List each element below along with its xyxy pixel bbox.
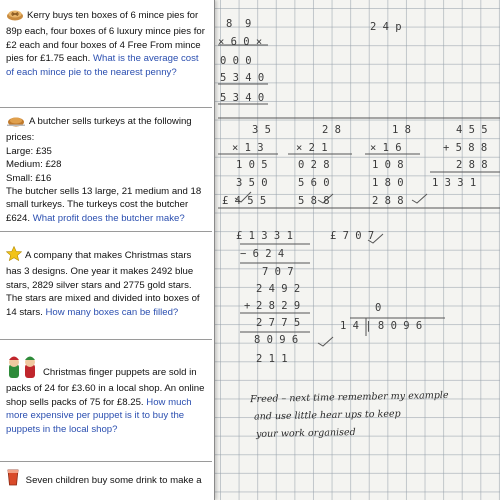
subtract-line1: £ 1 3 3 1 — [236, 230, 293, 242]
mult1-line1: 3 5 — [252, 124, 271, 136]
mult2-line2: × 2 1 — [296, 142, 328, 154]
feedback-line2: and use little hear ups to keep — [253, 408, 401, 423]
work-top-line3: 0 0 0 — [220, 55, 252, 67]
mult3-line3: 1 0 8 — [372, 159, 404, 171]
question-text: A company that makes Christmas stars has 3 designs. One year it makes 2492 blue stars, 2829 silver stars and 2775 gold stars. The stars are mixed and divided into boxes of 14 stars. — [6, 250, 200, 318]
mult3-line4: 1 8 0 — [372, 177, 404, 189]
subtract-answer: £ 7 0 7 — [330, 230, 375, 242]
add-line2-prefix: + — [244, 300, 251, 312]
feedback-line1: Freed – next time remember my example — [249, 389, 449, 406]
work-top-side: 2 4 p — [370, 21, 402, 33]
mult1-line2: × 1 3 — [232, 142, 264, 154]
mult1-line5: £ 4 5 5 — [222, 195, 267, 207]
work-top-line2: × 6 0 × — [218, 36, 263, 48]
add-line5: 2 1 1 — [256, 353, 288, 365]
mult3-line2: × 1 6 — [370, 142, 402, 154]
mult3-line5: 2 8 8 — [372, 195, 404, 207]
sum-line3: 2 8 8 — [456, 159, 488, 171]
question-intro: A butcher sells turkeys at the following prices: — [6, 116, 192, 144]
mult1-line4: 3 5 0 — [236, 177, 268, 189]
subtract-line2: − 6 2 4 — [240, 248, 285, 260]
question-prompt: How much more expensive per puppet is it to buy the puppets in the local shop? — [6, 396, 192, 435]
mult2-line1: 2 8 — [322, 124, 341, 136]
sum-line4: 1 3 3 1 — [432, 177, 477, 189]
division: 1 4 | 8 0 9 6 — [340, 320, 423, 332]
price-large: Large: £35 — [6, 145, 52, 157]
question-text: Kerry buys ten boxes of 6 mince pies for 89p each, four boxes of 6 luxury mince pies for £2 each and four boxes of 4 Free From mince pies for £1.75 each. — [6, 10, 205, 65]
price-small: Small: £16 — [6, 172, 52, 184]
mult2-line4: 5 6 0 — [298, 177, 330, 189]
question-text: Seven children buy some drink to make a — [25, 475, 202, 486]
mult2-line3: 0 2 8 — [298, 159, 330, 171]
add-line1: 2 4 9 2 — [256, 283, 301, 295]
work-top-line1: 8 9 — [226, 18, 252, 30]
question-prompt: What profit does the butcher make? — [32, 212, 185, 224]
work-top-line4: 5 3 4 0 — [220, 72, 265, 84]
question-prompt: How many boxes can be filled? — [45, 306, 179, 318]
price-medium: Medium: £28 — [6, 159, 62, 171]
subtract-line3: 7 0 7 — [262, 266, 294, 278]
mult3-line1: 1 8 — [392, 124, 411, 136]
division-top: 0 — [375, 302, 382, 314]
question-text: The butcher sells 13 large, 21 medium and 18 small turkeys. The turkeys cost the butcher £624. — [6, 186, 202, 224]
sum-line1: 4 5 5 — [456, 124, 488, 136]
add-line2: 2 8 2 9 — [256, 300, 301, 312]
feedback-line3: your work organised — [255, 426, 356, 441]
question-prompt: What is the average cost of each mince pie to the nearest penny? — [6, 53, 199, 78]
add-line4: 8 0 9 6 — [254, 334, 299, 346]
work-top-line5: 5 3 4 0 — [220, 92, 265, 104]
question-text: Christmas finger puppets are sold in packs of 24 for £3.60 in a local shop. An online shop sells packs of 75 for £8.25. — [6, 367, 205, 408]
mult1-line3: 1 0 5 — [236, 159, 268, 171]
sum-line2: + 5 8 8 — [443, 142, 488, 154]
add-line3: 2 7 7 5 — [256, 317, 301, 329]
mult2-line5: 5 8 8 — [298, 195, 330, 207]
